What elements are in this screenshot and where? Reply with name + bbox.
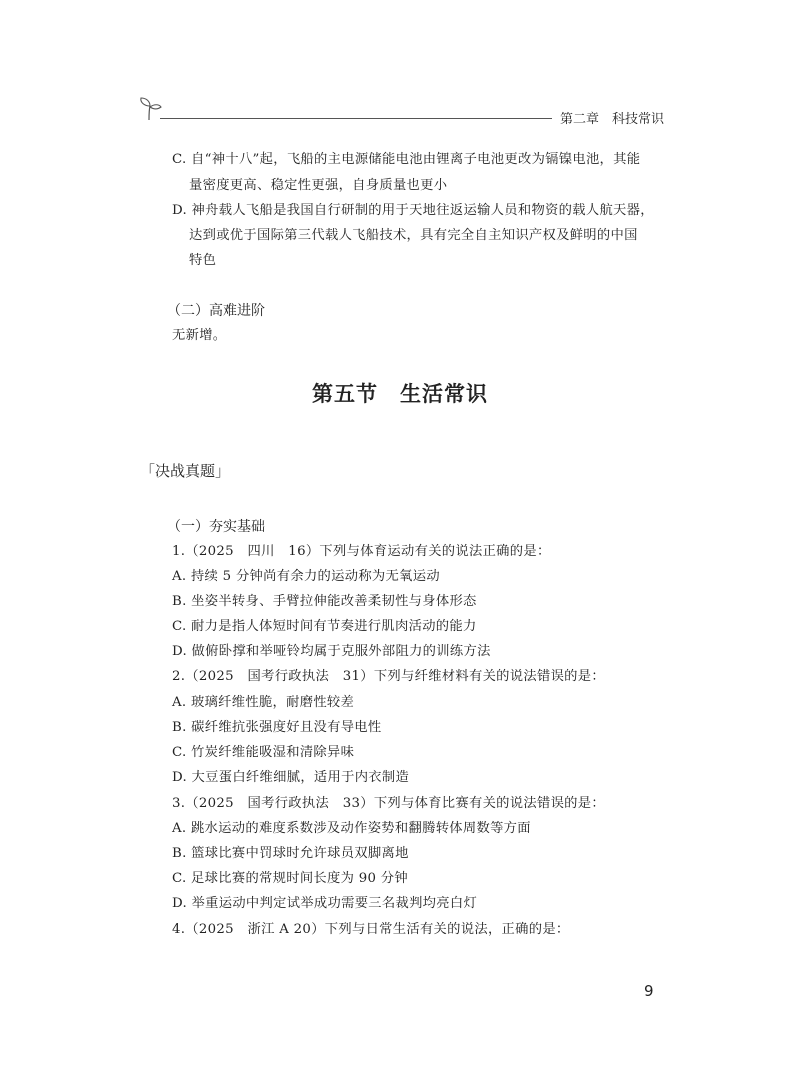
option-d-line3: 特色 <box>189 253 217 268</box>
chapter-label: 第二章 科技常识 <box>560 112 665 127</box>
advanced-note: 无新增。 <box>172 328 227 343</box>
header-rule <box>160 118 552 119</box>
basic-heading: （一）夯实基础 <box>167 519 265 535</box>
q1-option-a: A. 持续 5 分钟尚有余力的运动称为无氧运动 <box>172 569 440 584</box>
q3-stem: 3.（2025 国考行政执法 33）下列与体育比赛有关的说法错误的是： <box>172 796 605 811</box>
q1-stem: 1.（2025 四川 16）下列与体育运动有关的说法正确的是： <box>172 544 551 559</box>
advanced-heading: （二）高难进阶 <box>167 303 265 319</box>
option-d-line1: D. 神舟载人飞船是我国自行研制的用于天地往返运输人员和物资的载人航天器， <box>172 203 654 218</box>
q1-option-c: C. 耐力是指人体短时间有节奏进行肌肉活动的能力 <box>172 619 477 634</box>
option-d-line2: 达到或优于国际第三代载人飞船技术，具有完全自主知识产权及鲜明的中国 <box>189 228 638 243</box>
page-number: 9 <box>644 982 654 1000</box>
q2-option-c: C. 竹炭纤维能吸湿和清除异味 <box>172 745 355 760</box>
q2-stem: 2.（2025 国考行政执法 31）下列与纤维材料有关的说法错误的是： <box>172 669 605 684</box>
bracket-title: 「决战真题」 <box>140 462 231 480</box>
q3-option-d: D. 举重运动中判定试举成功需要三名裁判均亮白灯 <box>172 896 478 911</box>
q4-stem: 4.（2025 浙江 A 20）下列与日常生活有关的说法，正确的是： <box>172 922 570 937</box>
option-c-line2: 量密度更高、稳定性更强，自身质量也更小 <box>189 178 448 193</box>
q2-option-a: A. 玻璃纤维性脆，耐磨性较差 <box>172 695 355 710</box>
q3-option-c: C. 足球比赛的常规时间长度为 90 分钟 <box>172 871 408 886</box>
q2-option-b: B. 碳纤维抗张强度好且没有导电性 <box>172 720 382 735</box>
q1-option-d: D. 做俯卧撑和举哑铃均属于克服外部阻力的训练方法 <box>172 644 491 659</box>
sprout-icon <box>134 96 162 122</box>
q1-option-b: B. 坐姿半转身、手臂拉伸能改善柔韧性与身体形态 <box>172 594 477 609</box>
option-c-line1: C. 自“神十八”起，飞船的主电源储能电池由锂离子电池更改为镉镍电池，其能 <box>172 152 641 167</box>
section-title: 第五节 生活常识 <box>312 382 488 406</box>
q3-option-a: A. 跳水运动的难度系数涉及动作姿势和翻腾转体周数等方面 <box>172 821 531 836</box>
q3-option-b: B. 篮球比赛中罚球时允许球员双脚离地 <box>172 846 409 861</box>
q2-option-d: D. 大豆蛋白纤维细腻，适用于内衣制造 <box>172 770 410 785</box>
